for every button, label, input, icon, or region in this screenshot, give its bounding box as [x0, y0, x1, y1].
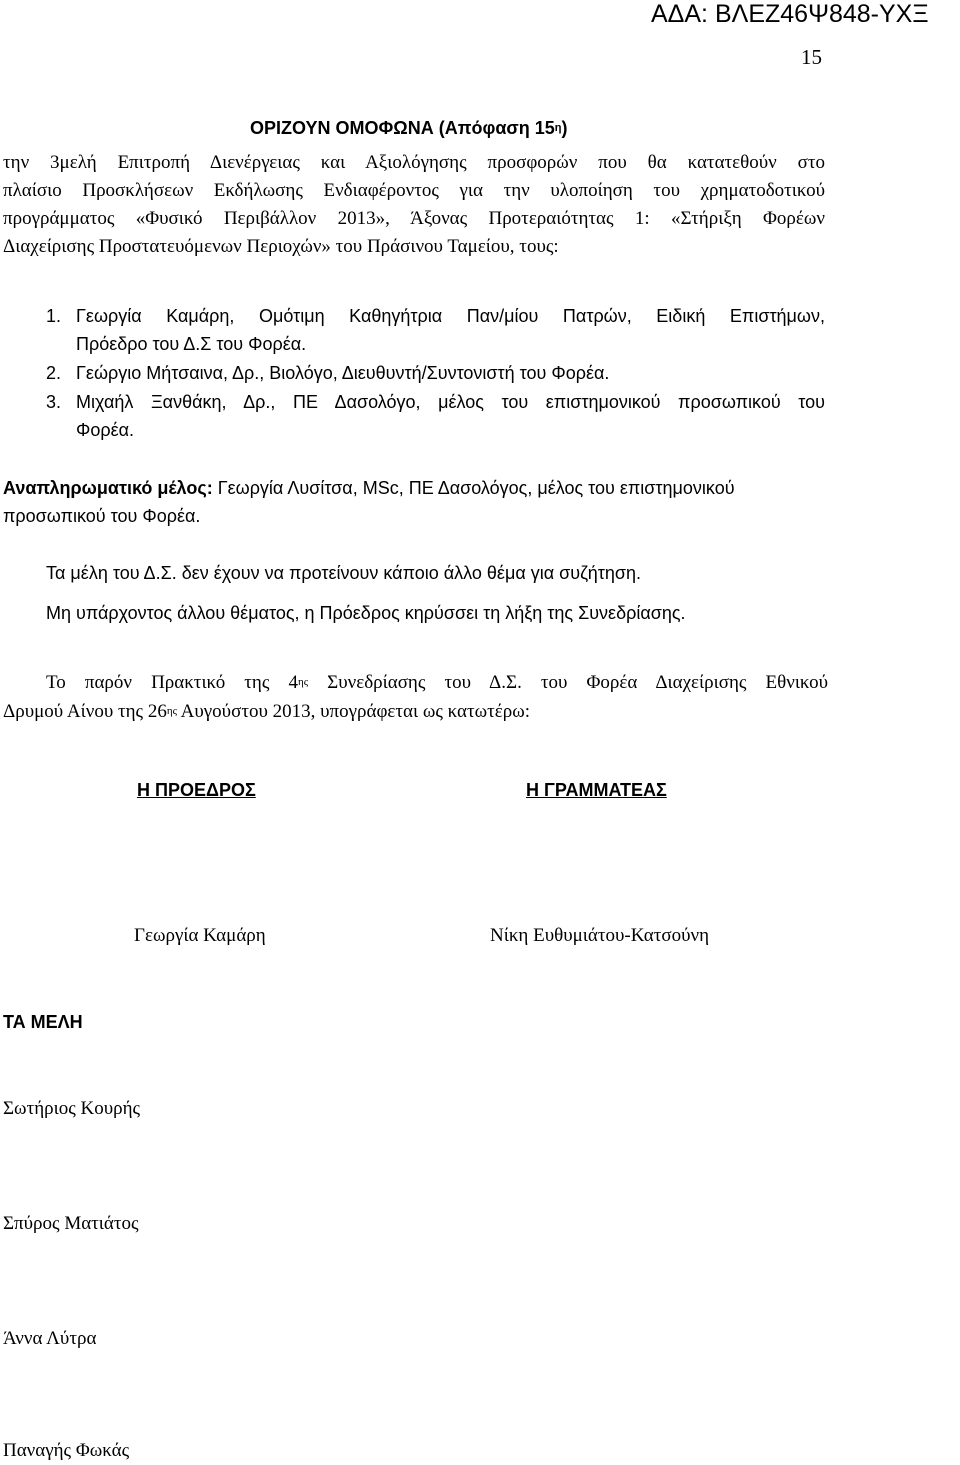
decision-para-line-2: πλαίσιο Προσκλήσεων Εκδήλωσης Ενδιαφέροντος για την υλοποίηση του χρηματοδοτικού: [3, 180, 825, 201]
decision-title-text: ΟΡΙΖΟΥΝ ΟΜΟΦΩΝΑ (Απόφαση 15: [250, 118, 555, 138]
member-signature-name: Σπύρος Ματιάτος: [3, 1213, 139, 1234]
president-name: Γεωργία Καμάρη: [134, 925, 266, 946]
decision-title-end: ): [561, 118, 568, 138]
secretary-title: Η ΓΡΑΜΜΑΤΕΑΣ: [526, 780, 667, 800]
member-3-number: 3.: [46, 392, 62, 412]
member-1-number: 1.: [46, 306, 62, 326]
alternate-member-text: Γεωργία Λυσίτσα, MSc, ΠΕ Δασολόγος, μέλος του επιστημονικού: [212, 478, 735, 498]
decision-para-line-3: προγράμματος «Φυσικό Περιβάλλον 2013», Άξονας Προτεραιότητας 1: «Στήριξη Φορέων: [3, 208, 825, 229]
signing-line-2: [3, 701, 530, 723]
president-title: Η ΠΡΟΕΔΡΟΣ: [137, 780, 256, 800]
member-3-line-2: Φορέα.: [76, 420, 135, 440]
signing-line-2-b: Αυγούστου 2013, υπογράφεται ως κατωτέρω:: [176, 701, 531, 722]
member-1-line-2: Πρόεδρο του Δ.Σ του Φορέα.: [76, 334, 307, 354]
alternate-member-line-2: προσωπικού του Φορέα.: [3, 506, 201, 526]
page-number: 15: [801, 45, 822, 69]
alternate-member-line-1: [3, 478, 735, 499]
decision-para-line-4: Διαχείρισης Προστατευόμενων Περιοχών» του Πράσινου Ταμείου, τους:: [3, 236, 559, 257]
no-other-topics: Τα μέλη του Δ.Σ. δεν έχουν να προτείνουν κάποιο άλλο θέμα για συζήτηση.: [46, 563, 641, 583]
decision-para-line-1: την 3μελή Επιτροπή Διενέργειας και Αξιολόγησης προσφορών που θα κατατεθούν στο: [3, 152, 825, 173]
signing-line-2-a: Δρυμού Αίνου της 26: [3, 701, 167, 722]
member-signature-name: Άννα Λύτρα: [3, 1328, 97, 1349]
signing-line-2-sup: ης: [166, 705, 177, 717]
member-2-number: 2.: [46, 363, 62, 383]
member-1-line-1: Γεωργία Καμάρη, Ομότιμη Καθηγήτρια Παν/μίου Πατρών, Ειδική Επιστήμων,: [76, 306, 825, 326]
member-2-line-1: Γεώργιο Μήτσαινα, Δρ., Βιολόγο, Διευθυντή/Συντονιστή του Φορέα.: [76, 363, 610, 383]
decision-title-sup: η: [554, 122, 562, 134]
decision-title: [250, 118, 568, 139]
member-signature-name: Παναγής Φωκάς: [3, 1440, 130, 1461]
signing-line-1-sup: ης: [297, 676, 309, 688]
signing-line-1-b: Συνεδρίασης του Δ.Σ. του Φορέα Διαχείρισης Εθνικού: [308, 672, 828, 693]
alternate-member-label: Αναπληρωματικό μέλος:: [3, 478, 213, 498]
signing-line-1-a: Το παρόν Πρακτικό της 4: [46, 672, 298, 693]
secretary-name: Νίκη Ευθυμιάτου-Κατσούνη: [490, 925, 710, 946]
ada-code: ΑΔΑ: ΒΛΕΖ46Ψ848-ΥΧΞ: [651, 0, 929, 28]
members-title: ΤΑ ΜΕΛΗ: [3, 1012, 83, 1032]
member-3-line-1: Μιχαήλ Ξανθάκη, Δρ., ΠΕ Δασολόγο, μέλος του επιστημονικού προσωπικού του: [76, 392, 825, 412]
end-of-meeting: Μη υπάρχοντος άλλου θέματος, η Πρόεδρος κηρύσσει τη λήξη της Συνεδρίασης.: [46, 603, 686, 623]
member-signature-name: Σωτήριος Κουρής: [3, 1098, 141, 1119]
signing-line-1: [46, 672, 828, 694]
